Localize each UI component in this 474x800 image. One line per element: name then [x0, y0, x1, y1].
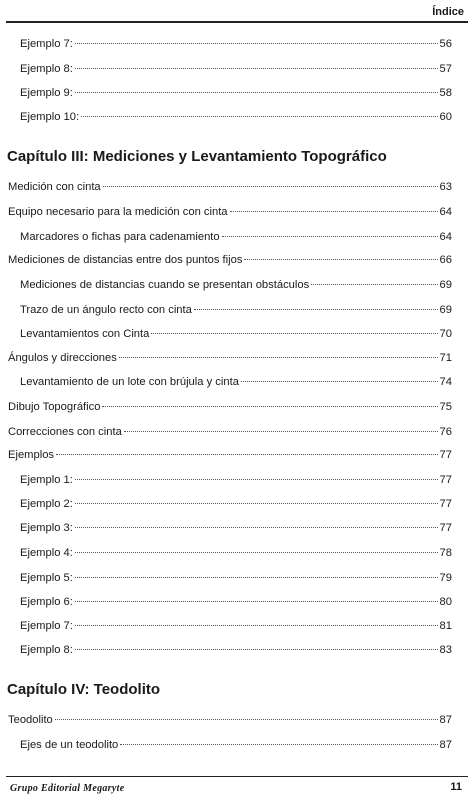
header-title: Índice — [432, 6, 464, 18]
toc-entry-label: Ejemplos — [8, 449, 55, 462]
toc-leader-dots — [56, 443, 438, 455]
toc-leader-dots — [244, 248, 437, 260]
toc-entry-label: Ángulos y direcciones — [8, 352, 117, 365]
toc-entry-label: Teodolito — [8, 714, 53, 727]
toc-entry-page: 76 — [439, 426, 452, 439]
toc-entry-page: 77 — [439, 474, 452, 487]
toc-entry-page: 58 — [439, 87, 452, 100]
toc-entry-page: 57 — [439, 63, 452, 76]
toc-entry[interactable] — [20, 471, 452, 487]
toc-leader-dots — [103, 175, 438, 187]
toc-entry-label: Levantamientos con Cinta — [20, 328, 150, 341]
toc-entry-label: Ejemplo 6: — [20, 596, 73, 609]
toc-entry[interactable] — [20, 301, 452, 317]
toc-entry-page: 83 — [439, 644, 452, 657]
toc-entry[interactable] — [20, 593, 452, 609]
toc-leader-dots — [75, 81, 438, 93]
toc-entry-label: Ejemplo 7: — [20, 38, 73, 51]
toc-entry-page: 87 — [439, 739, 452, 752]
header-rule — [6, 21, 468, 23]
toc-leader-dots — [124, 420, 438, 432]
chapter-heading-4: Capítulo IV: Teodolito — [7, 681, 161, 698]
toc-leader-dots — [241, 370, 438, 382]
toc-entry[interactable] — [20, 519, 452, 535]
toc-entry[interactable] — [20, 373, 452, 389]
toc-leader-dots — [75, 57, 438, 69]
toc-leader-dots — [75, 516, 438, 528]
toc-entry-page: 80 — [439, 596, 452, 609]
toc-entry[interactable] — [8, 349, 452, 365]
toc-entry-page: 77 — [439, 449, 452, 462]
toc-entry-page: 64 — [439, 206, 452, 219]
toc-entry[interactable] — [20, 495, 452, 511]
toc-entry-page: 77 — [439, 522, 452, 535]
toc-entry-label: Ejemplo 10: — [20, 111, 80, 124]
toc-leader-dots — [222, 225, 438, 237]
toc-entry-label: Ejemplo 9: — [20, 87, 73, 100]
toc-entry-label: Marcadores o fichas para cadenamiento — [20, 231, 220, 244]
toc-entry-label: Equipo necesario para la medición con cinta — [8, 206, 228, 219]
footer-page-number: 11 — [450, 781, 462, 793]
toc-entry-label: Ejemplo 2: — [20, 498, 73, 511]
toc-entry-label: Correcciones con cinta — [8, 426, 122, 439]
toc-entry-label: Ejemplo 5: — [20, 572, 73, 585]
toc-entry[interactable] — [20, 641, 452, 657]
toc-leader-dots — [120, 733, 437, 745]
toc-entry[interactable] — [20, 736, 452, 752]
toc-entry-page: 69 — [439, 304, 452, 317]
toc-entry-page: 66 — [439, 254, 452, 267]
toc-entry-label: Ejemplo 7: — [20, 620, 73, 633]
toc-leader-dots — [102, 395, 437, 407]
toc-leader-dots — [75, 566, 438, 578]
toc-entry-label: Ejemplo 8: — [20, 63, 73, 76]
toc-leader-dots — [75, 541, 438, 553]
toc-entry-label: Ejemplo 4: — [20, 547, 73, 560]
toc-entry-label: Mediciones de distancias cuando se presentan obstáculos — [20, 279, 310, 292]
toc-entry-page: 74 — [439, 376, 452, 389]
toc-entry[interactable] — [8, 711, 452, 727]
toc-entry[interactable] — [20, 325, 452, 341]
toc-entry-page: 79 — [439, 572, 452, 585]
toc-entry[interactable] — [8, 423, 452, 439]
toc-entry-label: Levantamiento de un lote con brújula y cinta — [20, 376, 239, 389]
toc-entry[interactable] — [8, 178, 452, 194]
toc-entry-page: 71 — [439, 352, 452, 365]
toc-entry-page: 87 — [439, 714, 452, 727]
toc-entry[interactable] — [8, 203, 452, 219]
toc-entry-page: 63 — [439, 181, 452, 194]
toc-entry-label: Ejemplo 3: — [20, 522, 73, 535]
footer-rule — [6, 776, 468, 777]
toc-entry-page: 75 — [439, 401, 452, 414]
toc-entry-label: Ejes de un teodolito — [20, 739, 119, 752]
chapter-heading-3: Capítulo III: Mediciones y Levantamiento Topográfico — [7, 148, 387, 165]
toc-entry-label: Ejemplo 8: — [20, 644, 73, 657]
toc-leader-dots — [194, 298, 438, 310]
toc-leader-dots — [151, 322, 437, 334]
toc-entry[interactable] — [8, 446, 452, 462]
toc-leader-dots — [230, 200, 438, 212]
toc-leader-dots — [75, 468, 438, 480]
toc-entry-label: Mediciones de distancias entre dos puntos fijos — [8, 254, 243, 267]
toc-entry-page: 81 — [439, 620, 452, 633]
toc-entry[interactable] — [20, 276, 452, 292]
toc-entry[interactable] — [20, 569, 452, 585]
toc-leader-dots — [119, 346, 438, 358]
toc-entry[interactable] — [20, 60, 452, 76]
toc-entry-page: 70 — [439, 328, 452, 341]
toc-leader-dots — [75, 32, 438, 44]
toc-leader-dots — [75, 590, 438, 602]
toc-entry-page: 60 — [439, 111, 452, 124]
toc-entry-page: 78 — [439, 547, 452, 560]
toc-entry-label: Medición con cinta — [8, 181, 101, 194]
toc-entry[interactable] — [20, 108, 452, 124]
footer-publisher: Grupo Editorial Megaryte — [10, 783, 125, 794]
toc-leader-dots — [81, 105, 437, 117]
toc-leader-dots — [75, 614, 438, 626]
toc-entry-page: 56 — [439, 38, 452, 51]
toc-entry[interactable] — [20, 544, 452, 560]
toc-entry-page: 69 — [439, 279, 452, 292]
toc-leader-dots — [55, 708, 438, 720]
toc-entry[interactable] — [8, 398, 452, 414]
toc-entry[interactable] — [8, 251, 452, 267]
toc-entry-label: Trazo de un ángulo recto con cinta — [20, 304, 192, 317]
toc-leader-dots — [311, 273, 437, 285]
toc-entry[interactable] — [20, 35, 452, 51]
toc-entry-label: Dibujo Topográfico — [8, 401, 101, 414]
toc-entry[interactable] — [20, 617, 452, 633]
toc-entry-page: 64 — [439, 231, 452, 244]
toc-entry[interactable] — [20, 84, 452, 100]
toc-entry[interactable] — [20, 228, 452, 244]
toc-entry-label: Ejemplo 1: — [20, 474, 73, 487]
toc-leader-dots — [75, 638, 438, 650]
toc-entry-page: 77 — [439, 498, 452, 511]
toc-leader-dots — [75, 492, 438, 504]
